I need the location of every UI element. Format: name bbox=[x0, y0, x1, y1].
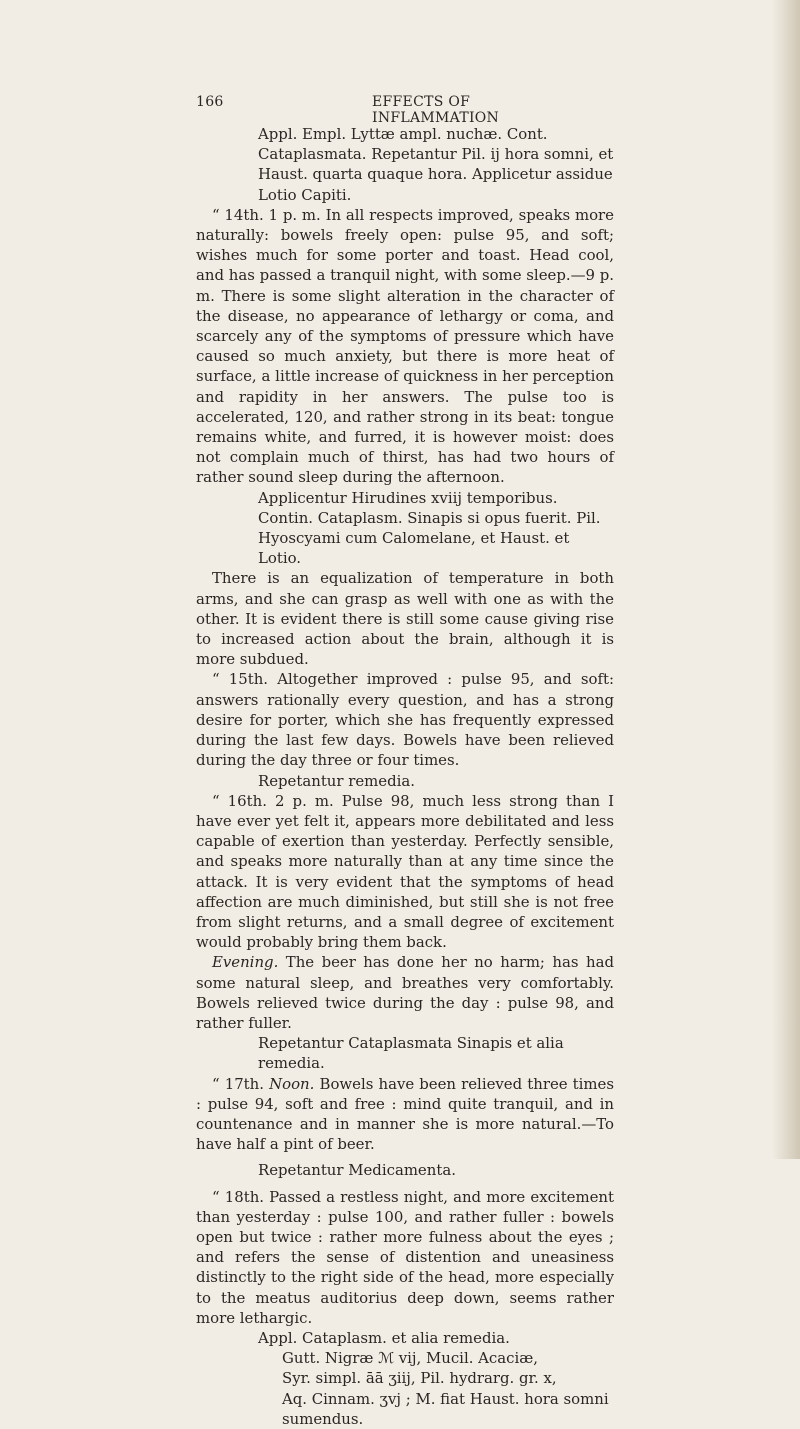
page-number: 166 bbox=[196, 94, 224, 110]
prescription-paragraph: Applicentur Hirudines xviij temporibus. Contin. Cataplasm. Sinapis si opus fuerit. Pil. Hyoscyami cum Calomelane, et Haust. et Lotio. bbox=[258, 488, 601, 568]
case-paragraph: “ 14th. 1 p. m. In all respects improved, speaks more naturally: bowels freely open: pulse 95, and soft; wishes much for some porter and toast. Head cool, and has passed a tranquil night, with some sleep.—9 p. m. There is some slight alteration in the character of the disease, no appearance of lethargy or coma, and scarcely any of the symptoms of pressure which have caused so much anxiety, but there is more heat of surface, a little increase of quickness in her perception and rapidity in her answers. The pulse too is accelerated, 120, and rather strong in its beat: tongue remains white, and furred, it is however moist: does not complain much of thirst, has had two hours of rather sound sleep during the afternoon. bbox=[196, 205, 614, 487]
prescription-line: Aq. Cinnam. ʒvj ; M. fiat Haust. hora somni sumendus. bbox=[282, 1389, 609, 1428]
prescription-line: Syr. simpl. āā ʒiij, Pil. hydrarg. gr. x, bbox=[282, 1369, 557, 1388]
prescription-line: Gutt. Nigræ ℳ vij, Mucil. Acaciæ, bbox=[282, 1349, 538, 1368]
page-edge-shadow bbox=[772, 0, 800, 1159]
prescription-paragraph: Repetantur Cataplasmata Sinapis et alia remedia. bbox=[258, 1034, 564, 1073]
evening-label: Evening. bbox=[212, 953, 279, 972]
case-paragraph: “ 18th. Passed a restless night, and more excitement than yesterday : pulse 100, and rather fuller : bowels open but twice : rather more fulness about the eyes ; and refers the sense of distention and uneasiness distinctly to the right side of the head, more especially to the meatus auditorius deep down, seems rather more lethargic. bbox=[196, 1187, 614, 1327]
case-paragraph: There is an equalization of temperature in both arms, and she can grasp as well with one as with the other. It is evident there is still some cause giving rise to increased action about the brain, although it is more subdued. bbox=[196, 569, 614, 669]
prescription-paragraph: Repetantur remedia. bbox=[258, 771, 416, 790]
case-paragraph: “ 15th. Altogether improved : pulse 95, and soft: answers rationally every question, and has a strong desire for porter, which she has frequently expressed during the last few days. Bowels have been relieved during the day three or four times. bbox=[196, 670, 614, 770]
noon-label: Noon. bbox=[269, 1074, 315, 1093]
page-body bbox=[196, 124, 614, 1429]
prescription-paragraph: Repetantur Medicamenta. bbox=[258, 1161, 456, 1180]
prescription-paragraph: Appl. Empl. Lyttæ ampl. nuchæ. Cont. Cataplasmata. Repetantur Pil. ij hora somni, et Haust. quarta quaque hora. Applicetur assidue Lotio Capiti. bbox=[258, 125, 614, 204]
case-paragraph: “ 17th. Noon. Bowels have been relieved three times : pulse 94, soft and free : mind quite tranquil, and in countenance and in manner she is more natural.—To have half a pint of beer. bbox=[196, 1074, 614, 1154]
case-paragraph: “ 16th. 2 p. m. Pulse 98, much less strong than I have ever yet felt it, appears more debilitated and less capable of exertion than yesterday. Perfectly sensible, and speaks more naturally than at any time since the attack. It is very evident that the symptoms of head affection are much diminished, but still she is not free from slight returns, and a small degree of excitement would probably bring them back. bbox=[196, 791, 614, 952]
running-header bbox=[196, 94, 596, 126]
running-title: EFFECTS OF INFLAMMATION bbox=[372, 94, 500, 126]
prescription-line: Appl. Cataplasm. et alia remedia. bbox=[258, 1328, 510, 1347]
case-paragraph: Evening. The beer has done her no harm; has had some natural sleep, and breathes very comfortably. Bowels relieved twice during the day : pulse 98, and rather fuller. bbox=[196, 953, 614, 1032]
